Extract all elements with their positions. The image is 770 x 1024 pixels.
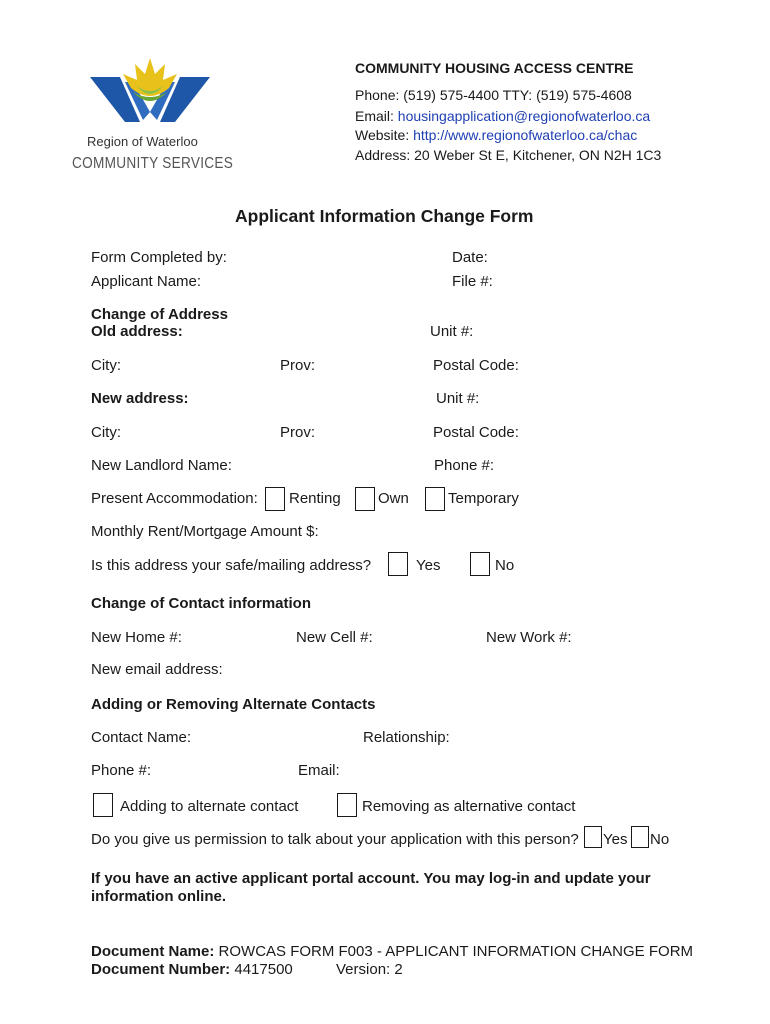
- form-title: Applicant Information Change Form: [235, 206, 534, 226]
- temporary-checkbox[interactable]: [425, 487, 445, 511]
- old-address-label: Old address:: [91, 323, 183, 340]
- removing-alternate-checkbox[interactable]: [337, 793, 357, 817]
- permission-yes-checkbox[interactable]: [584, 826, 602, 848]
- renting-label: Renting: [289, 490, 341, 507]
- safe-mailing-yes-checkbox[interactable]: [388, 552, 408, 576]
- monthly-rent-label: Monthly Rent/Mortgage Amount $:: [91, 523, 319, 540]
- adding-alternate-checkbox[interactable]: [93, 793, 113, 817]
- present-accommodation-label: Present Accommodation:: [91, 490, 258, 507]
- document-name-line: [91, 943, 693, 960]
- website-link[interactable]: http://www.regionofwaterloo.ca/chac: [413, 127, 638, 143]
- safe-mailing-yes-label: Yes: [416, 557, 441, 574]
- adding-alternate-label: Adding to alternate contact: [120, 798, 299, 815]
- email-label: Email:: [355, 108, 398, 124]
- date-label: Date:: [452, 249, 488, 266]
- permission-yes-label: Yes: [603, 831, 628, 848]
- removing-alternate-label: Removing as alternative contact: [362, 798, 576, 815]
- logo-org-name: Region of Waterloo: [87, 134, 198, 149]
- old-unit-label: Unit #:: [430, 323, 474, 340]
- logo: [70, 52, 234, 182]
- permission-question: Do you give us permission to talk about your application with this person?: [91, 831, 579, 848]
- file-number-label: File #:: [452, 273, 493, 290]
- centre-title: COMMUNITY HOUSING ACCESS CENTRE: [355, 60, 634, 76]
- document-name-value: ROWCAS FORM F003 - APPLICANT INFORMATION CHANGE FORM: [218, 943, 694, 960]
- new-cell-label: New Cell #:: [296, 629, 373, 646]
- permission-no-label: No: [650, 831, 670, 848]
- logo-dept-name: COMMUNITY SERVICES: [72, 155, 234, 172]
- applicant-name-label: Applicant Name:: [91, 273, 202, 290]
- completed-by-label: Form Completed by:: [91, 249, 227, 266]
- document-number-label: Document Number:: [91, 961, 231, 978]
- temporary-label: Temporary: [448, 490, 519, 507]
- new-city-label: City:: [91, 424, 121, 441]
- old-postal-label: Postal Code:: [433, 357, 519, 374]
- new-home-label: New Home #:: [91, 629, 182, 646]
- contact-name-label: Contact Name:: [91, 729, 192, 746]
- version-label: Version: 2: [336, 961, 403, 978]
- email-link[interactable]: housingapplication@regionofwaterloo.ca: [397, 108, 651, 124]
- contact-heading: Change of Contact information: [91, 595, 311, 612]
- alternate-contacts-heading: Adding or Removing Alternate Contacts: [91, 696, 376, 713]
- safe-mailing-no-checkbox[interactable]: [470, 552, 490, 576]
- header-phone: Phone: (519) 575-4400 TTY: (519) 575-4608: [355, 87, 632, 103]
- permission-no-checkbox[interactable]: [631, 826, 649, 848]
- change-address-heading: Change of Address: [91, 306, 228, 323]
- own-label: Own: [378, 490, 409, 507]
- new-work-label: New Work #:: [486, 629, 572, 646]
- portal-note: If you have an active applicant portal account. You may log-in and update your information online.: [91, 870, 651, 905]
- alt-phone-label: Phone #:: [91, 762, 152, 779]
- old-city-label: City:: [91, 357, 121, 374]
- new-landlord-label: New Landlord Name:: [91, 457, 232, 474]
- document-number-line: [91, 961, 293, 978]
- new-postal-label: Postal Code:: [433, 424, 519, 441]
- old-prov-label: Prov:: [280, 357, 316, 374]
- new-unit-label: Unit #:: [436, 390, 480, 407]
- safe-mailing-no-label: No: [495, 557, 515, 574]
- header-website: [355, 127, 637, 143]
- relationship-label: Relationship:: [363, 729, 450, 746]
- document-number-value: 4417500: [234, 961, 293, 978]
- new-prov-label: Prov:: [280, 424, 316, 441]
- region-of-waterloo-logo-icon: [85, 52, 215, 132]
- new-address-label: New address:: [91, 390, 189, 407]
- safe-mailing-question: Is this address your safe/mailing address?: [91, 557, 372, 574]
- own-checkbox[interactable]: [355, 487, 375, 511]
- renting-checkbox[interactable]: [265, 487, 285, 511]
- document-name-label: Document Name:: [91, 943, 215, 960]
- landlord-phone-label: Phone #:: [434, 457, 495, 474]
- website-label: Website:: [355, 127, 414, 143]
- new-email-label: New email address:: [91, 661, 223, 678]
- alt-email-label: Email:: [298, 762, 340, 779]
- header-address: Address: 20 Weber St E, Kitchener, ON N2H 1C3: [355, 147, 662, 163]
- header-email: [355, 108, 650, 124]
